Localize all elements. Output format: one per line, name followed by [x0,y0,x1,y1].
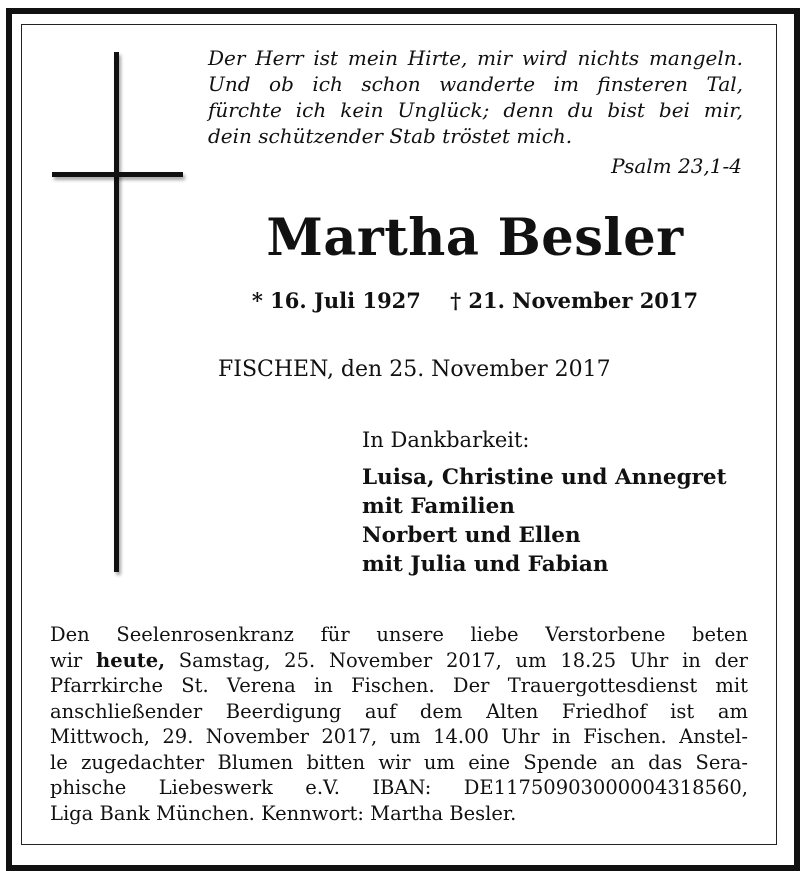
mourner-line: mit Familien [362,494,515,519]
place-and-date: FISCHEN, den 25. November 2017 [218,357,611,382]
notice-line: anschließender Beerdigung auf dem Alten Friedhof ist am [50,699,748,723]
notice-line: le zugedachter Blumen bitten wir um eine Spende an das Sera- [50,750,748,774]
life-dates: * 16. Juli 1927 † 21. November 2017 [251,288,699,313]
notice-line [50,648,748,674]
psalm-line: Und ob ich schon wanderte im finsteren Tal, [208,72,743,96]
notice-line: Pfarrkirche St. Verena in Fischen. Der Trauergottesdienst mit [50,674,748,697]
psalm-line: dein schützender Stab tröstet mich. [208,124,573,148]
notice-text: wir [50,648,97,672]
mourner-line: mit Julia und Fabian [362,552,609,577]
notice-text: Samstag, 25. November 2017, um 18.25 Uhr in der [165,648,748,672]
psalm-line: fürchte ich kein Unglück; denn du bist bei mir, [208,98,743,122]
cross-icon-horizontal-bar [52,172,183,177]
notice-line: phische Liebeswerk e.V. IBAN: DE11750903000004318560, [50,776,748,799]
mourner-line: Luisa, Christine und Annegret [362,465,727,490]
notice-emphasis: heute, [96,648,165,672]
psalm-line: Der Herr ist mein Hirte, mir wird nichts mangeln. [208,46,743,70]
notice-line: Mittwoch, 29. November 2017, um 14.00 Uhr in Fischen. Anstel- [50,725,748,748]
notice-line: Liga Bank München. Kennwort: Martha Besler. [50,801,517,825]
mourner-line: Norbert und Ellen [362,523,581,548]
deceased-name: Martha Besler [266,208,684,268]
psalm-quote [208,45,743,149]
psalm-reference: Psalm 23,1-4 [611,154,742,178]
notice-line: Den Seelenrosenkranz für unsere liebe Verstorbene beten [50,623,748,646]
cross-icon-vertical-bar [114,52,119,572]
service-notice [50,622,748,826]
gratitude-label: In Dankbarkeit: [362,428,530,452]
mourners-list [362,463,727,579]
